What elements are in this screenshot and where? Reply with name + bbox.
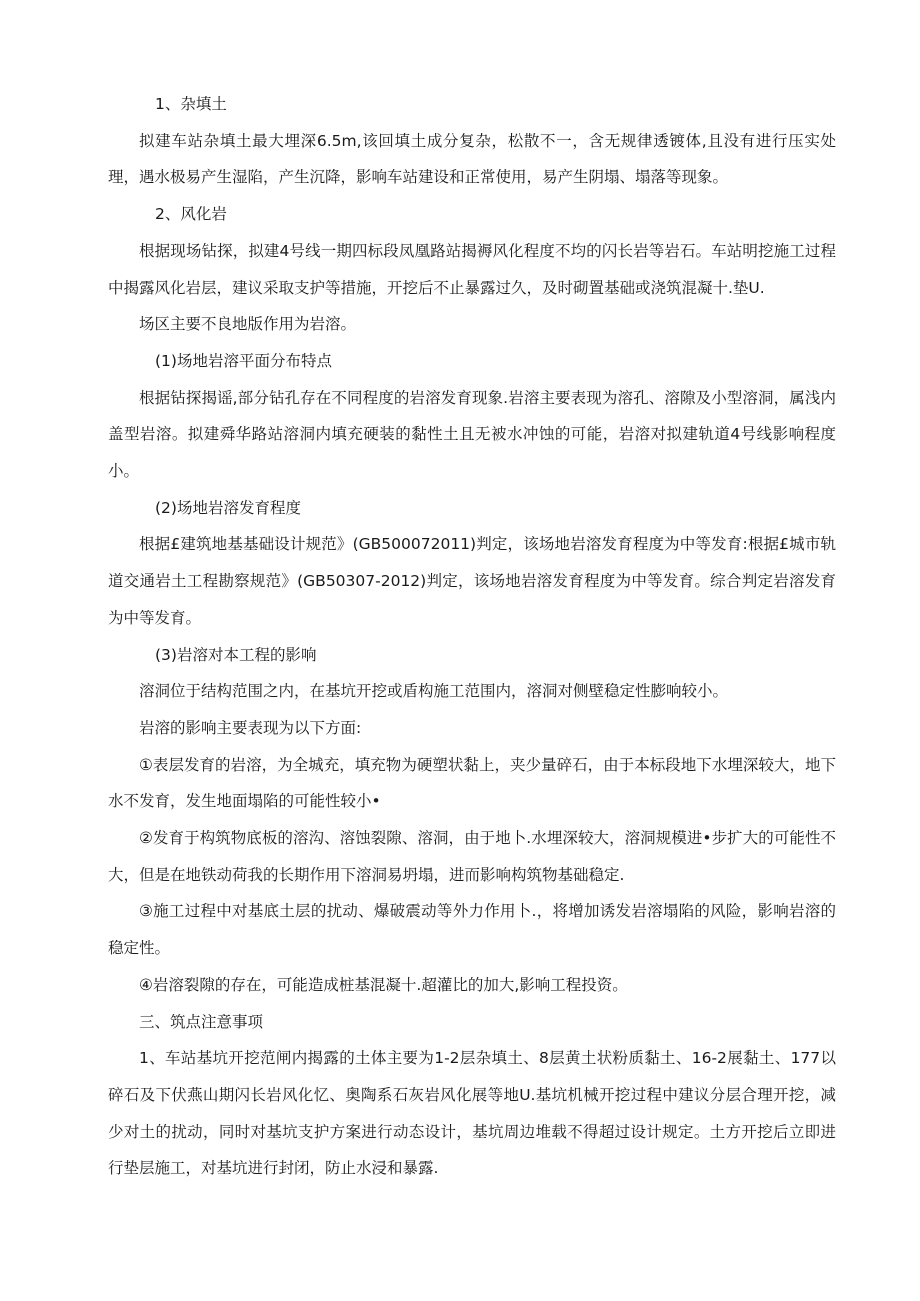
paragraph-note-1: 1、车站基坑开挖范闸内揭露的土体主要为1-2层杂填土、8层黄土状粉质黏土、16-2展黏土、177以碎石及下伏燕山期闪长岩风化忆、奥陶系石灰岩风化展等地U.基坑机械开挖过程中建议分层合理开挖，减少对土的扰动，同时对基坑支护方案进行动态设计，基坑周边堆载不得超过设计规定。土方开挖后立即进行垫层施工，对基坑进行封闭，防止水浸和暴露. bbox=[108, 1049, 836, 1178]
paragraph-karst-degree: 根据£建筑地基基础设计规范》(GB500072011)判定，该场地岩溶发育程度为中等发育:根据£城市轨道交通岩土工程勘察规范》(GB50307-2012)判定，该场地岩溶发育程度为中等发育。综合判定岩溶发育为中等发育。 bbox=[108, 535, 836, 627]
heading-karst-impact: (3)岩溶对本工程的影响 bbox=[155, 645, 317, 664]
paragraph-fill-soil: 拟建车站杂填土最大埋深6.5m,该回填土成分复杂，松散不一，含无规律透镀体,且没有进行压实处理，遇水极易产生湿陷，产生沉降，影响车站建设和正常使用，易产生阴塌、塌落等现象。 bbox=[108, 131, 836, 187]
paragraph-weathered-rock: 根据现场钻探，拟建4号线一期四标段凤凰路站揭褥风化程度不均的闪长岩等岩石。车站明挖施工过程中揭露风化岩层，建议采取支护等措施，开挖后不止暴露过久，及时砌置基础或浇筑混凝十.垫U. bbox=[108, 241, 836, 297]
paragraph-impact-d: ④岩溶裂隙的存在，可能造成桩基混凝十.超灌比的加大,影响工程投资。 bbox=[139, 975, 628, 994]
paragraph-impact-a: ①表层发育的岩溶，为全城充，填充物为硬塑状黏上，夹少量碎石，由于本标段地下水埋深较大，地下水不发育，发生地面塌陷的可能性较小• bbox=[108, 755, 836, 811]
section-heading-notes: 三、筑点注意事项 bbox=[139, 1012, 264, 1031]
paragraph-karst-plane: 根据钻探揭谣,部分钻孔存在不同程度的岩溶发育现象.岩溶主要表现为溶孔、溶隙及小型溶洞，属浅内盖型岩溶。拟建舜华路站溶洞内填充硬装的黏性土且无被水冲蚀的可能，岩溶对拟建轨道4号线影响程度小。 bbox=[108, 388, 836, 481]
paragraph-karst-main: 场区主要不良地版作用为岩溶。 bbox=[139, 315, 357, 334]
paragraph-impact-c: ③施工过程中对基底土层的扰动、爆破震动等外力作用卜.，将增加诱发岩溶塌陷的风险，影响岩溶的稳定性。 bbox=[108, 902, 836, 958]
paragraph-karst-impact-2: 岩溶的影响主要表现为以下方面: bbox=[139, 718, 362, 737]
heading-fill-soil: 1、杂填土 bbox=[155, 95, 227, 113]
document-page bbox=[108, 86, 836, 1187]
heading-weathered-rock: 2、风化岩 bbox=[155, 205, 227, 224]
heading-karst-degree: (2)场地岩溶发育程度 bbox=[155, 498, 301, 517]
heading-karst-plane: (1)场地岩溶平面分布特点 bbox=[155, 351, 332, 370]
paragraph-karst-impact-1: 溶洞位于结构范围之内，在基坑开挖或盾构施工范围内，溶洞对侧壁稳定性膨响较小。 bbox=[139, 682, 729, 701]
paragraph-impact-b: ②发育于构筑物底板的溶沟、溶蚀裂隙、溶洞，由于地卜.水埋深较大，溶洞规模进•步扩大的可能性不大，但是在地铁动荷我的长期作用下溶洞易坍塌，进而影响构筑物基础稳定. bbox=[108, 829, 836, 884]
